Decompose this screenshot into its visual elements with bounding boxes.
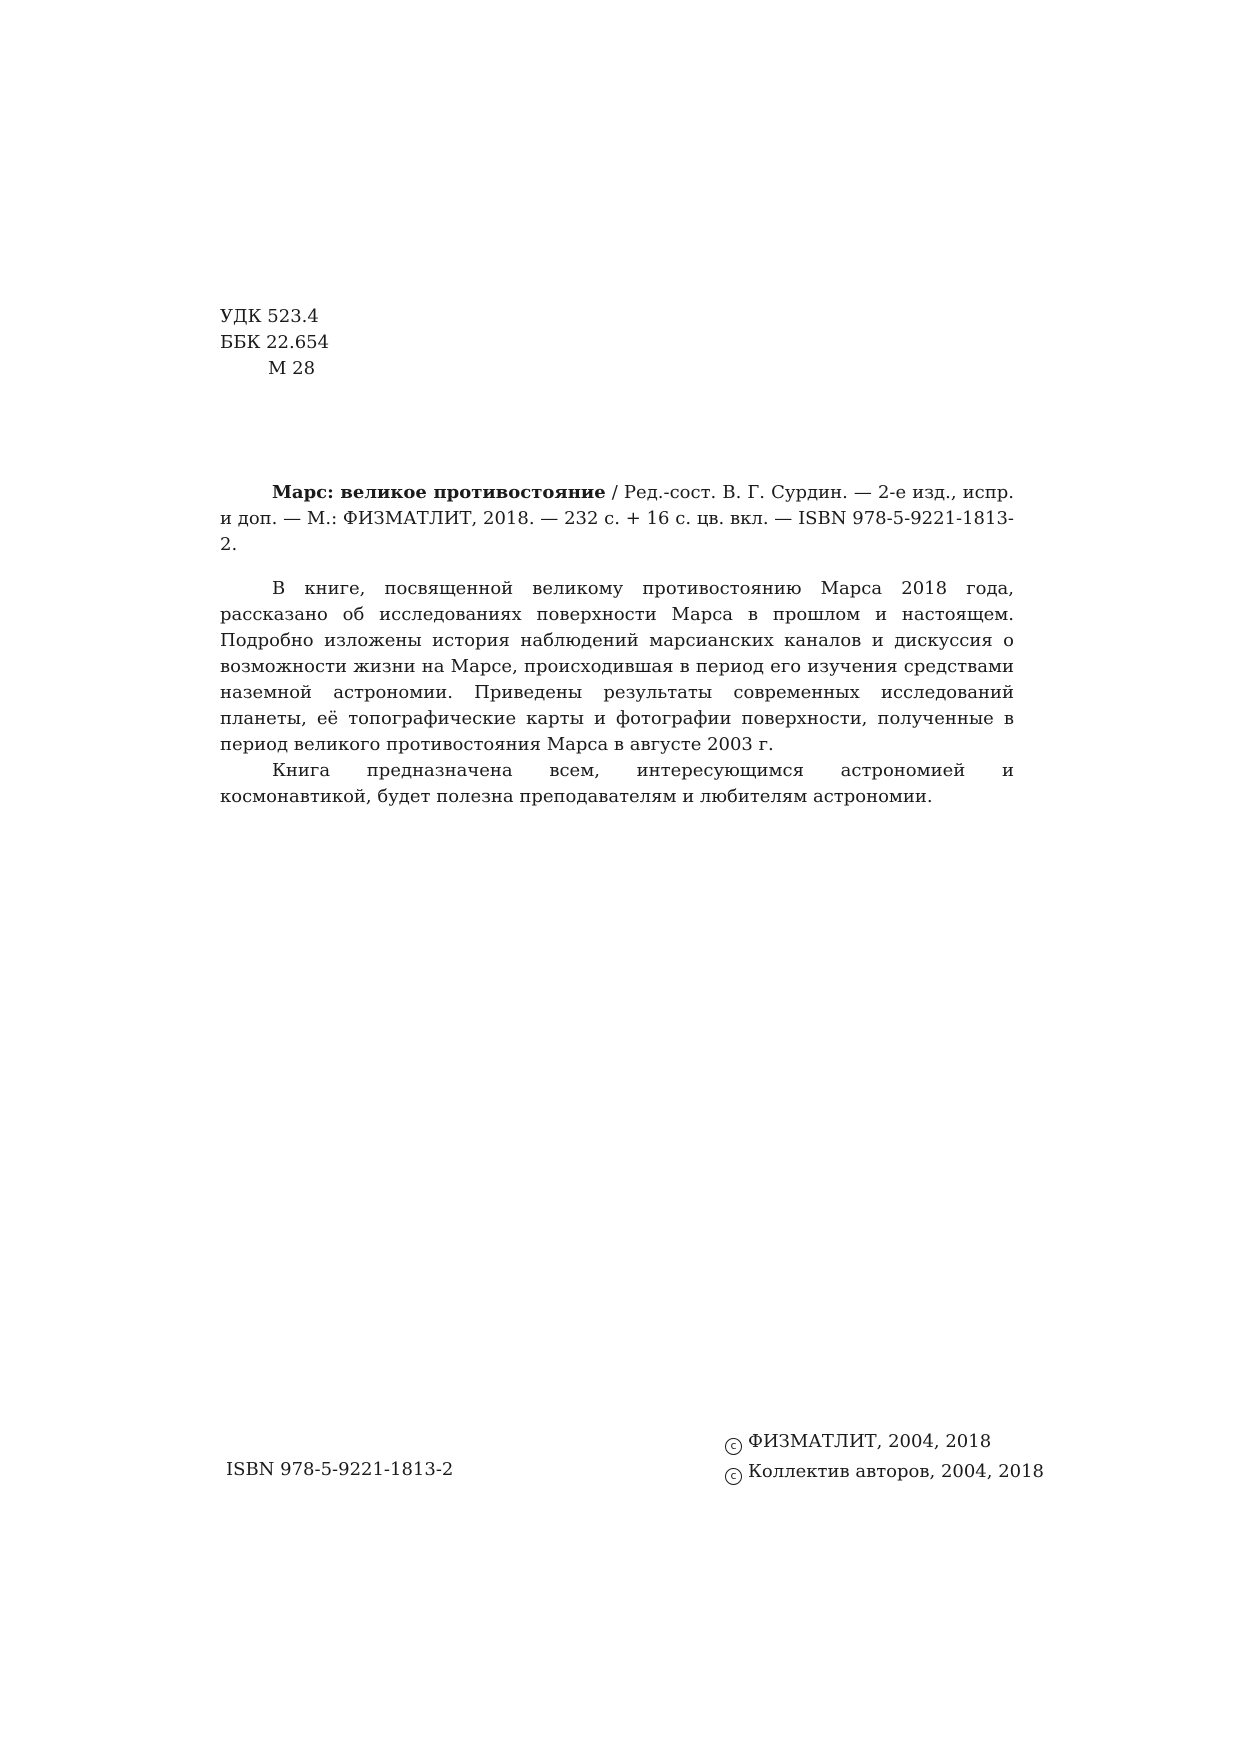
copyright-icon: c <box>725 1438 742 1455</box>
copyright-icon: c <box>725 1468 742 1485</box>
book-title: Марс: великое противостояние <box>272 482 606 503</box>
copyright-line-publisher <box>725 1427 1044 1457</box>
bbk-code: ББК 22.654 <box>220 332 330 353</box>
udk-code: УДК 523.4 <box>220 306 319 327</box>
copyright-block <box>725 1427 1044 1487</box>
annotation-paragraph-1: В книге, посвященной великому противостоянию Марса 2018 года, рассказано об исследованиях поверхности Марса в прошлом и настоящем. Подробно изложены история наблюдений марсианских каналов и дискуссия о возможности жизни на Марсе, происходившая в период его изучения средствами наземной астрономии. Приведены результаты современных исследований планеты, её топографические карты и фотографии поверхности, полученные в период великого противостояния Марса в августе 2003 г. <box>220 578 1014 755</box>
bibliographic-record <box>220 480 1014 558</box>
classification-block <box>220 304 329 382</box>
footer-isbn: ISBN 978-5-9221-1813-2 <box>226 1459 454 1480</box>
copyright-publisher-text: ФИЗМАТЛИТ, 2004, 2018 <box>748 1431 992 1452</box>
copyright-authors-text: Коллектив авторов, 2004, 2018 <box>748 1461 1045 1482</box>
annotation-paragraph-2: Книга предназначена всем, интересующимся астрономией и космонавтикой, будет полезна преподавателям и любителям астрономии. <box>220 760 1014 807</box>
bibliographic-details: / Ред.-сост. В. Г. Сурдин. — 2-е изд., испр. и доп. — М.: ФИЗМАТЛИТ, 2018. — 232 с. + 16 с. цв. вкл. — ISBN 978-5-9221-1813-2. <box>220 482 1014 555</box>
copyright-line-authors <box>725 1457 1044 1487</box>
author-mark: М 28 <box>268 358 316 379</box>
abstract-block <box>220 480 1014 810</box>
